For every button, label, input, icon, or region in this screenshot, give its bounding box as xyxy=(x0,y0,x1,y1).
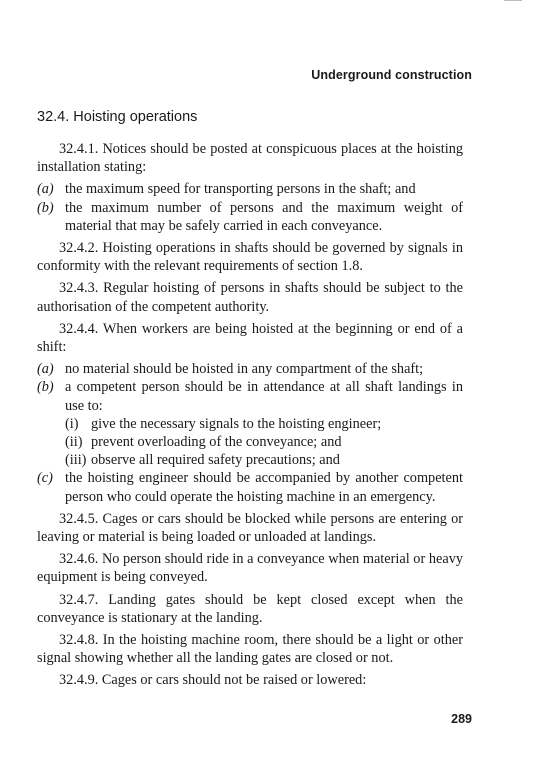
paragraph-32-4-7: 32.4.7. Landing gates should be kept closed except when the conveyance is stationary at the landing. xyxy=(37,591,463,626)
sublist-marker: (ii) xyxy=(65,434,83,451)
page-number: 289 xyxy=(451,712,472,726)
section-title: 32.4. Hoisting operations xyxy=(37,109,198,125)
list-marker: (b) xyxy=(37,199,54,216)
paragraph-32-4-5: 32.4.5. Cages or cars should be blocked while persons are entering or leaving or material is being loaded or unloaded at landings. xyxy=(37,510,463,546)
list-marker: (a) xyxy=(37,361,54,378)
list-text-with-sublist xyxy=(65,378,463,469)
list-32-4-4 xyxy=(37,360,463,506)
paragraph-32-4-3: 32.4.3. Regular hoisting of persons in shafts should be subject to the authorisation of the competent authority. xyxy=(37,280,463,315)
running-head: Underground construction xyxy=(311,68,472,82)
paragraph-32-4-9: 32.4.9. Cages or cars should not be raised or lowered: xyxy=(59,672,367,689)
list-marker: (b) xyxy=(37,379,54,396)
sublist-item xyxy=(65,415,463,433)
paragraph-32-4-2: 32.4.2. Hoisting operations in shafts should be governed by signals in conformity with the relevant requirements of section 1.8. xyxy=(37,240,463,275)
paragraph-32-4-1: 32.4.1. Notices should be posted at conspicuous places at the hoisting installation stating: xyxy=(37,141,463,176)
sublist-text: prevent overloading of the conveyance; and xyxy=(91,434,342,451)
list-text: a competent person should be in attendance at all shaft landings in use to: xyxy=(65,379,463,414)
list-32-4-1 xyxy=(37,180,463,235)
sublist-item xyxy=(65,451,463,469)
paragraph-32-4-6: 32.4.6. No person should ride in a conveyance when material or heavy equipment is being conveyed. xyxy=(37,551,463,586)
sublist-text: give the necessary signals to the hoisting engineer; xyxy=(91,415,382,432)
sublist-marker: (iii) xyxy=(65,452,87,469)
list-marker: (a) xyxy=(37,181,54,198)
sublist-text: observe all required safety precautions; and xyxy=(91,452,340,469)
list-item xyxy=(37,199,463,235)
list-text: no material should be hoisted in any compartment of the shaft; xyxy=(65,361,424,378)
list-item xyxy=(37,180,463,198)
sublist xyxy=(65,415,463,470)
list-text: the maximum number of persons and the maximum weight of material that may be safely carried in each conveyance. xyxy=(65,199,463,234)
paragraph-32-4-4: 32.4.4. When workers are being hoisted at the beginning or end of a shift: xyxy=(37,320,463,356)
body-text xyxy=(37,140,463,694)
list-text: the hoisting engineer should be accompanied by another competent person who could operate the hoisting machine in an emergency. xyxy=(65,470,463,505)
paragraph-32-4-8: 32.4.8. In the hoisting machine room, there should be a light or other signal showing whether all the landing gates are closed or not. xyxy=(37,632,463,667)
list-item xyxy=(37,360,463,378)
list-item xyxy=(37,378,463,469)
list-marker: (c) xyxy=(37,470,53,487)
sublist-marker: (i) xyxy=(65,415,79,432)
list-text: the maximum speed for transporting persons in the shaft; and xyxy=(65,181,416,198)
list-item xyxy=(37,469,463,505)
edge-rule xyxy=(504,0,522,1)
sublist-item xyxy=(65,433,463,451)
